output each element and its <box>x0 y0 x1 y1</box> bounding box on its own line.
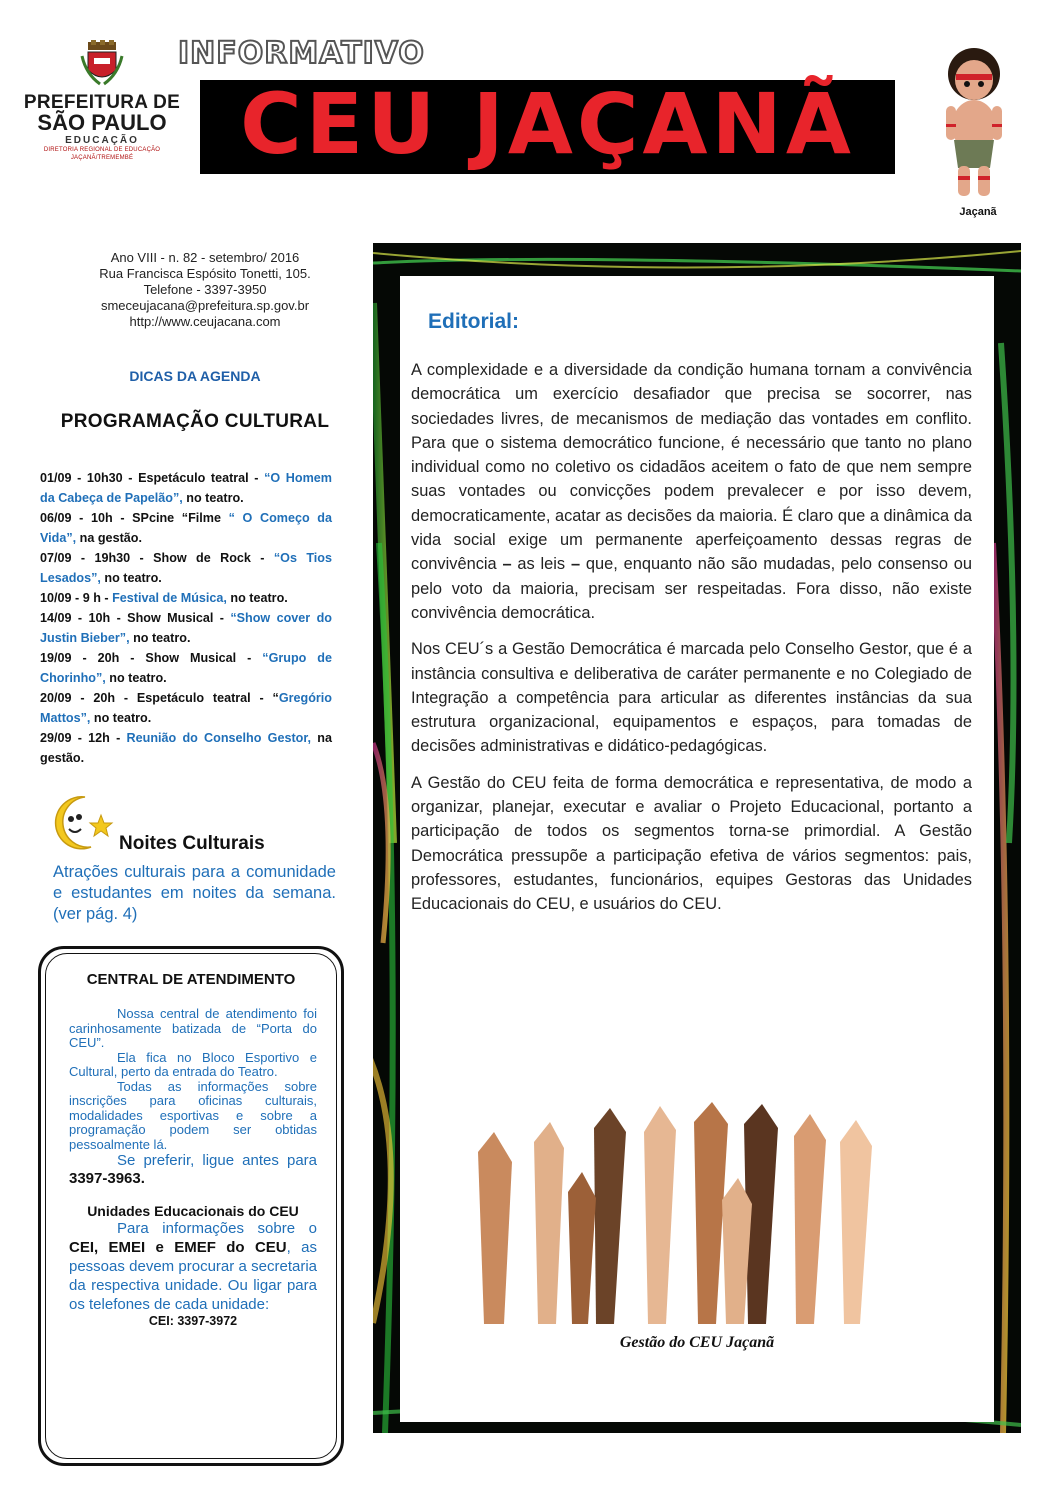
logo-text-region: JAÇANÃ/TREMEMBÉ <box>70 155 134 161</box>
cei-phone: CEI: 3397-3972 <box>148 1313 238 1328</box>
event-item: 29/09 - 12h - Reunião do Conselho Gestor, na gestão. <box>40 731 332 765</box>
noites-culturais-title: Noites Culturais <box>119 833 265 854</box>
central-paragraph: Nossa central de atendimento foi carinhosamente batizada de “Porta do CEU”. <box>69 1006 317 1050</box>
noites-culturais-text: Atrações culturais para a comunidade e estudantes em noites da semana. (ver pág. 4) <box>53 863 336 923</box>
central-title: CENTRAL DE ATENDIMENTO <box>86 971 296 988</box>
masthead-title: CEU JAÇANÃ <box>240 75 855 173</box>
event-item: 06/09 - 10h - SPcine “Filme “ O Começo da Vida”, na gestão. <box>40 511 332 545</box>
event-item: 01/09 - 10h30 - Espetáculo teatral - “O Homem da Cabeça de Papelão”, no teatro. <box>40 471 332 505</box>
programacao-title: PROGRAMAÇÃO CULTURAL <box>60 411 330 432</box>
agenda-heading: DICAS DA AGENDA <box>129 368 261 384</box>
prefeitura-logo <box>22 40 182 162</box>
editorial-paragraph: Nos CEU´s a Gestão Democrática é marcada pelo Conselho Gestor, que é a instância consultiva e deliberativa de caráter permanente e no Colegiado de Integração a competência para articular as diferentes instâncias da sua estrutura organizacional, equipamentos e espaços, para tomadas de decisões administrativas e didático-pedagógicas. <box>411 640 972 756</box>
editorial-paragraph: A Gestão do CEU feita de forma democrática e representativa, de modo a organizar, planejar, executar e avaliar o Projeto Educacional, portanto a participação de todos os segmentos torna-se primordial. A Gestão Democrática pressupõe a participação efetiva de vários segmentos: pais, professores, estudantes, funcionários, equipes Gestoras das Unidades Educacionais do CEU, e usuários do CEU. <box>411 773 972 914</box>
email-link[interactable]: smeceujacana@prefeitura.sp.gov.br <box>100 298 310 313</box>
raised-hands-photo <box>464 1102 884 1324</box>
unidades-title: Unidades Educacionais do CEU <box>87 1203 299 1219</box>
moon-star-icon <box>51 793 117 851</box>
logo-text-educacao: EDUCAÇÃO <box>65 135 139 146</box>
event-list <box>40 468 332 768</box>
event-item: 07/09 - 19h30 - Show de Rock - “Os Tios Lesados”, no teatro. <box>40 551 332 585</box>
central-paragraph: Todas as informações sobre inscrições para oficinas culturais, modalidades esportivas e sobre a programação podem ser obtidas pessoalmente lá. <box>69 1078 317 1152</box>
central-paragraph: Se preferir, ligue antes para 3397-3963. <box>69 1152 317 1187</box>
editorial-body <box>411 358 972 929</box>
unidades-paragraph: Para informações sobre o CEI, EMEI e EMEF do CEU, as pessoas devem procurar a secretaria da respectiva unidade. Ou ligar para os telefones de cada unidade: <box>69 1219 317 1313</box>
phone-line: Telefone - 3397-3950 <box>143 282 267 297</box>
logo-text-sao-paulo: SÃO PAULO <box>37 110 167 135</box>
mascot-caption: Jaçanã <box>959 206 997 218</box>
issue-line: Ano VIII - n. 82 - setembro/ 2016 <box>110 250 300 265</box>
publication-info <box>40 250 370 330</box>
mascot-illustration <box>926 44 1022 204</box>
logo-text-prefeitura: PREFEITURA DE <box>23 92 181 113</box>
editorial-article <box>400 276 994 1422</box>
event-item: 14/09 - 10h - Show Musical - “Show cover do Justin Bieber”, no teatro. <box>40 611 332 645</box>
central-atendimento-box <box>38 946 344 1466</box>
central-paragraph: Ela fica no Bloco Esportivo e Cultural, perto da entrada do Teatro. <box>69 1049 317 1079</box>
masthead-banner <box>200 75 895 174</box>
editorial-paragraph: A complexidade e a diversidade da condição humana tornam a convivência democrática um exercício desafiador que precisa se socorrer, nas sociedades livres, de mecanismos de mediação das vontades em conflito. Para que o sistema democrático funcione, é necessário que tanto no plano individual como no coletivo os cidadãos aceitem o fato de que nem sempre suas vontades ou convicções podem prevalecer e por isso devem, democraticamente, acatar as decisões da maioria. É claro que a dinâmica da vida social exige um permanente aperfeiçoamento dessas regras de convivência – as leis – que, enquanto não são mudadas, pelo consenso ou pelo voto da maioria, precisam ser respeitadas. Fora disso, não existe convivência democrática. <box>411 361 972 622</box>
central-body <box>69 1007 317 1328</box>
editorial-title: Editorial: <box>428 310 520 333</box>
website-link[interactable]: http://www.ceujacana.com <box>129 314 281 329</box>
event-item: 19/09 - 20h - Show Musical - “Grupo de Chorinho”, no teatro. <box>40 651 332 685</box>
event-item: 20/09 - 20h - Espetáculo teatral - “Gregório Mattos”, no teatro. <box>40 691 332 725</box>
logo-text-diretoria: DIRETORIA REGIONAL DE EDUCAÇÃO <box>43 147 161 153</box>
header-kicker: INFORMATIVO <box>178 36 425 71</box>
coat-of-arms-icon <box>80 40 124 86</box>
event-item: 10/09 - 9 h - Festival de Música, no teatro. <box>40 591 288 605</box>
photo-caption: Gestão do CEU Jaçanã <box>619 1334 775 1351</box>
address-line: Rua Francisca Espósito Tonetti, 105. <box>99 266 311 281</box>
